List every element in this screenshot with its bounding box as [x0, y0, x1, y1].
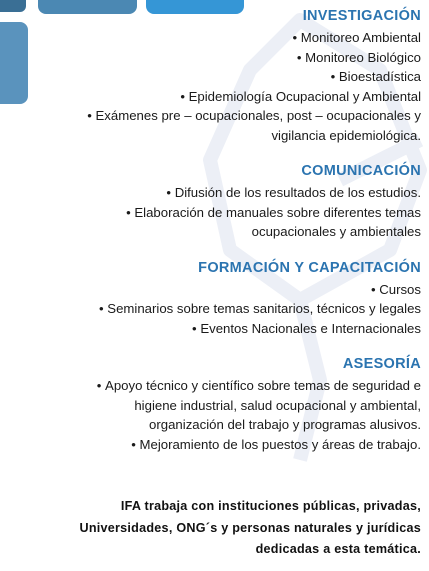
section-heading: INVESTIGACIÓN — [302, 8, 421, 24]
section-investigacion — [10, 7, 421, 145]
list-item: • Epidemiología Ocupacional y Ambiental — [10, 87, 421, 107]
footer-statement — [1, 496, 421, 561]
list-item: • Mejoramiento de los puestos y áreas de trabajo. — [10, 435, 421, 455]
list-item: • Monitoreo Ambiental — [10, 28, 421, 48]
list-item: • Difusión de los resultados de los estudios. — [10, 183, 421, 203]
list-item: • Elaboración de manuales sobre diferentes temas — [10, 203, 421, 223]
footer-line: dedicadas a esta temática. — [255, 542, 421, 556]
section-heading: FORMACIÓN Y CAPACITACIÓN — [198, 259, 421, 276]
list-item-continuation: organización del trabajo y programas alusivos. — [149, 417, 421, 432]
list-item: • Seminarios sobre temas sanitarios, técnicos y legales — [10, 299, 421, 319]
section-heading: ASESORÍA — [342, 356, 421, 372]
list-item-continuation: ocupacionales y ambientales — [251, 224, 421, 239]
services-list — [10, 7, 421, 471]
list-item-continuation: higiene industrial, salud ocupacional y ambiental, — [134, 397, 421, 413]
list-item: • Eventos Nacionales e Internacionales — [10, 319, 421, 339]
section-formacion — [10, 259, 421, 339]
section-asesoria — [10, 355, 421, 454]
list-item: • Exámenes pre – ocupacionales, post – ocupacionales y — [10, 106, 421, 126]
footer-line: IFA trabaja con instituciones públicas, privadas, — [120, 499, 421, 513]
section-heading: COMUNICACIÓN — [301, 163, 421, 179]
footer-line: Universidades, ONG´s y personas naturales y jurídicas — [79, 520, 421, 535]
list-item: • Apoyo técnico y científico sobre temas de seguridad e — [10, 376, 421, 396]
list-item: • Bioestadística — [10, 67, 421, 87]
list-item-continuation: vigilancia epidemiológica. — [271, 127, 421, 143]
list-item: • Cursos — [10, 280, 421, 300]
section-comunicacion — [10, 162, 421, 242]
list-item: • Monitoreo Biológico — [10, 48, 421, 68]
